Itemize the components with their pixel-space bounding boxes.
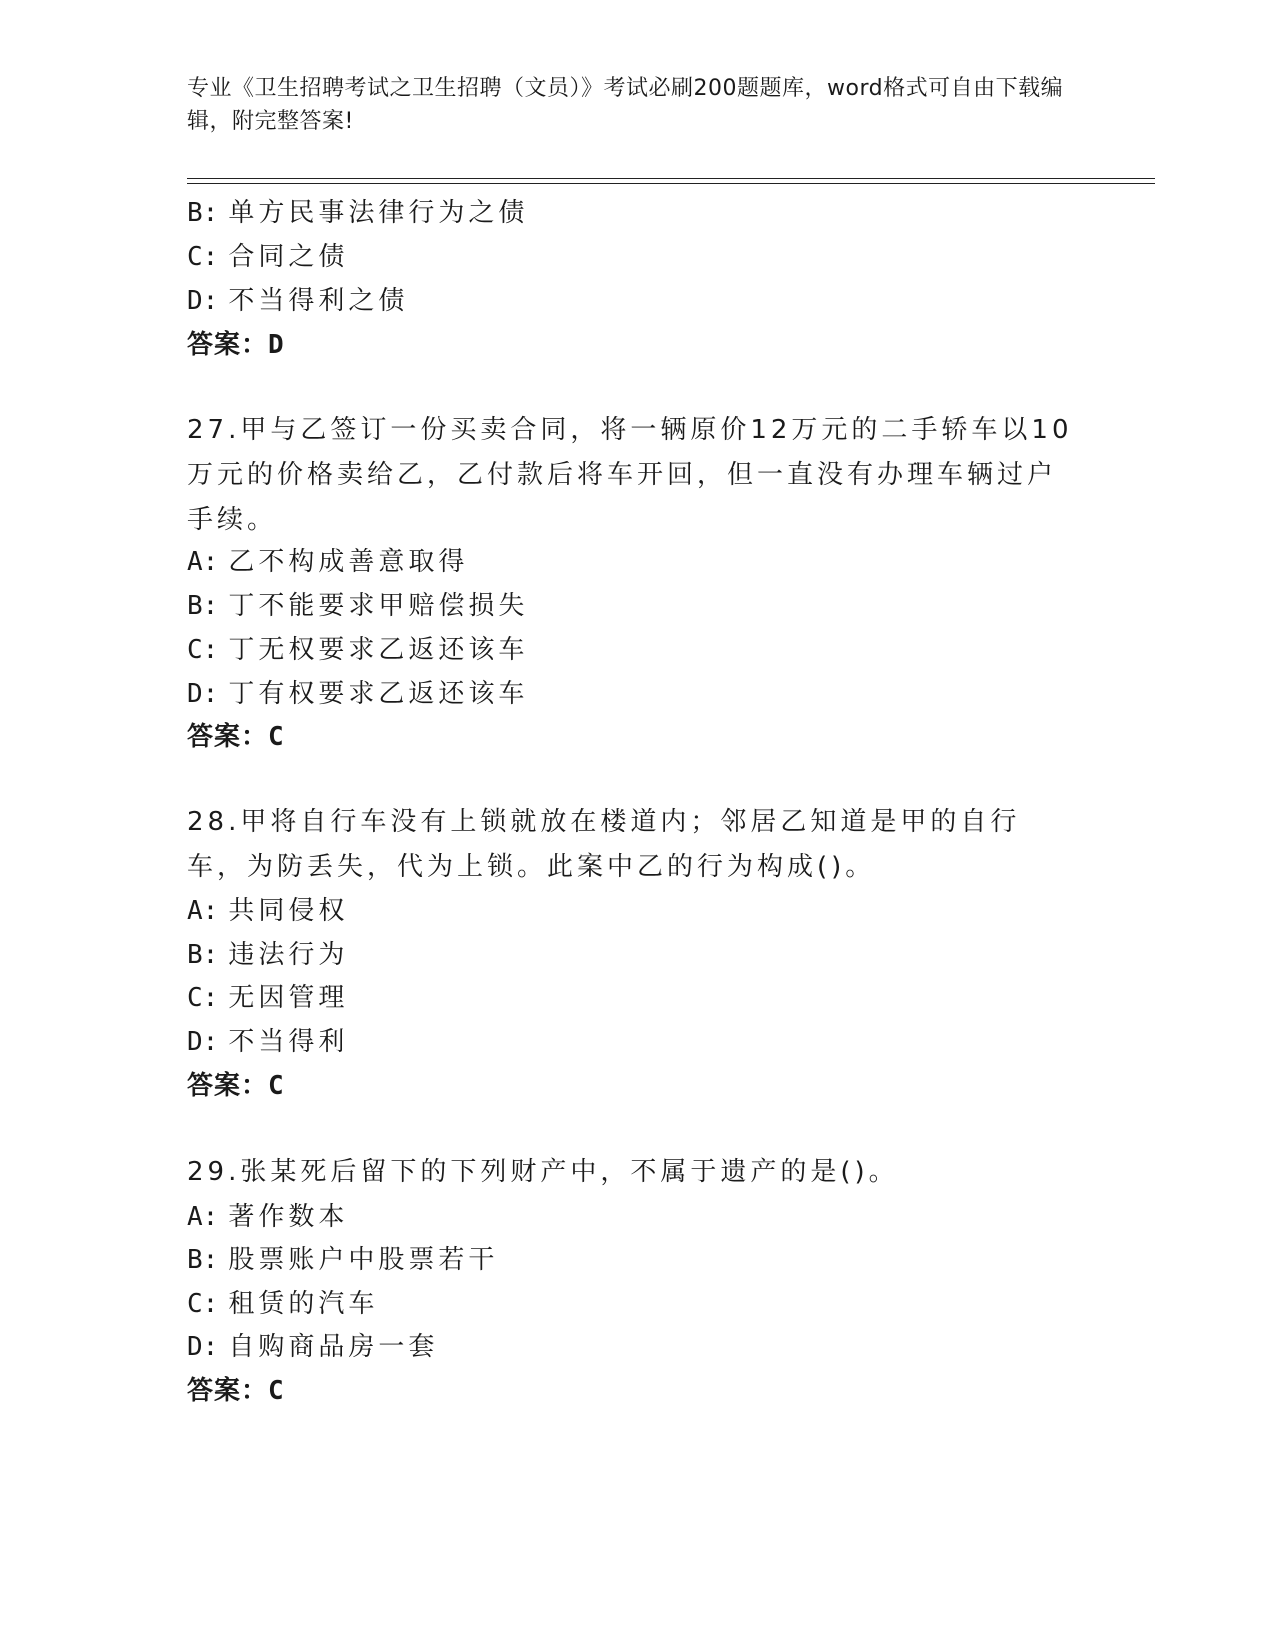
answer-value: C <box>268 1071 285 1101</box>
q26-option-b <box>187 192 528 229</box>
option-label: C: <box>187 1289 219 1319</box>
option-label: C: <box>187 635 219 665</box>
option-label: B: <box>187 591 219 621</box>
option-text: 乙不构成善意取得 <box>228 547 469 577</box>
option-text: 共同侵权 <box>228 896 349 926</box>
document-header: 专业《卫生招聘考试之卫生招聘（文员）》考试必刷200题题库，word格式可自由下载编辑，附完整答案! <box>187 76 1064 134</box>
option-label: D: <box>187 286 219 316</box>
option-label: D: <box>187 679 219 709</box>
q28-option-d <box>187 1021 348 1058</box>
q26-option-d <box>187 280 408 317</box>
answer-label: 答案： <box>187 330 269 360</box>
q29-answer <box>187 1370 285 1407</box>
q29-option-c <box>187 1283 378 1320</box>
q27-option-a <box>187 541 468 578</box>
header-rule-top <box>187 178 1155 179</box>
q29-option-b <box>187 1239 498 1276</box>
option-text: 合同之债 <box>228 242 349 272</box>
q28-answer <box>187 1065 285 1102</box>
q28-option-b <box>187 934 348 971</box>
answer-value: D <box>268 330 285 360</box>
q26-answer <box>187 324 285 361</box>
option-label: A: <box>187 1202 219 1232</box>
option-text: 不当得利之债 <box>228 286 409 316</box>
answer-value: C <box>268 1376 285 1406</box>
q26-option-c <box>187 236 348 273</box>
option-label: B: <box>187 940 219 970</box>
q29-option-d <box>187 1326 438 1363</box>
q27-option-d <box>187 673 528 710</box>
option-text: 股票账户中股票若干 <box>228 1245 499 1275</box>
answer-label: 答案： <box>187 1071 269 1101</box>
option-label: C: <box>187 983 219 1013</box>
q27-option-c <box>187 629 528 666</box>
q28-option-c <box>187 977 348 1014</box>
q29-text: 29.张某死后留下的下列财产中，不属于遗产的是()。 <box>187 1157 899 1187</box>
q27-text: 27.甲与乙签订一份买卖合同，将一辆原价12万元的二手轿车以10万元的价格卖给乙，乙付款后将车开回，但一直没有办理车辆过户手续。 <box>187 415 1073 535</box>
answer-label: 答案： <box>187 722 269 752</box>
option-label: A: <box>187 547 219 577</box>
option-text: 自购商品房一套 <box>228 1332 439 1362</box>
option-label: A: <box>187 896 219 926</box>
option-text: 单方民事法律行为之债 <box>228 198 529 228</box>
option-text: 丁有权要求乙返还该车 <box>228 679 529 709</box>
option-label: D: <box>187 1027 219 1057</box>
option-label: B: <box>187 1245 219 1275</box>
q28-text: 28.甲将自行车没有上锁就放在楼道内；邻居乙知道是甲的自行车，为防丢失，代为上锁。此案中乙的行为构成()。 <box>187 807 1021 882</box>
option-label: B: <box>187 198 219 228</box>
option-text: 违法行为 <box>228 940 349 970</box>
answer-label: 答案： <box>187 1376 269 1406</box>
option-label: D: <box>187 1332 219 1362</box>
option-text: 不当得利 <box>228 1027 349 1057</box>
option-text: 租赁的汽车 <box>228 1289 379 1319</box>
q27-answer <box>187 716 285 753</box>
header-rule-bottom <box>187 183 1155 184</box>
option-text: 丁无权要求乙返还该车 <box>228 635 529 665</box>
option-text: 著作数本 <box>228 1202 349 1232</box>
q27-option-b <box>187 585 528 622</box>
q28-option-a <box>187 890 348 927</box>
option-text: 丁不能要求甲赔偿损失 <box>228 591 529 621</box>
option-text: 无因管理 <box>228 983 349 1013</box>
option-label: C: <box>187 242 219 272</box>
answer-value: C <box>268 722 285 752</box>
q29-option-a <box>187 1196 348 1233</box>
